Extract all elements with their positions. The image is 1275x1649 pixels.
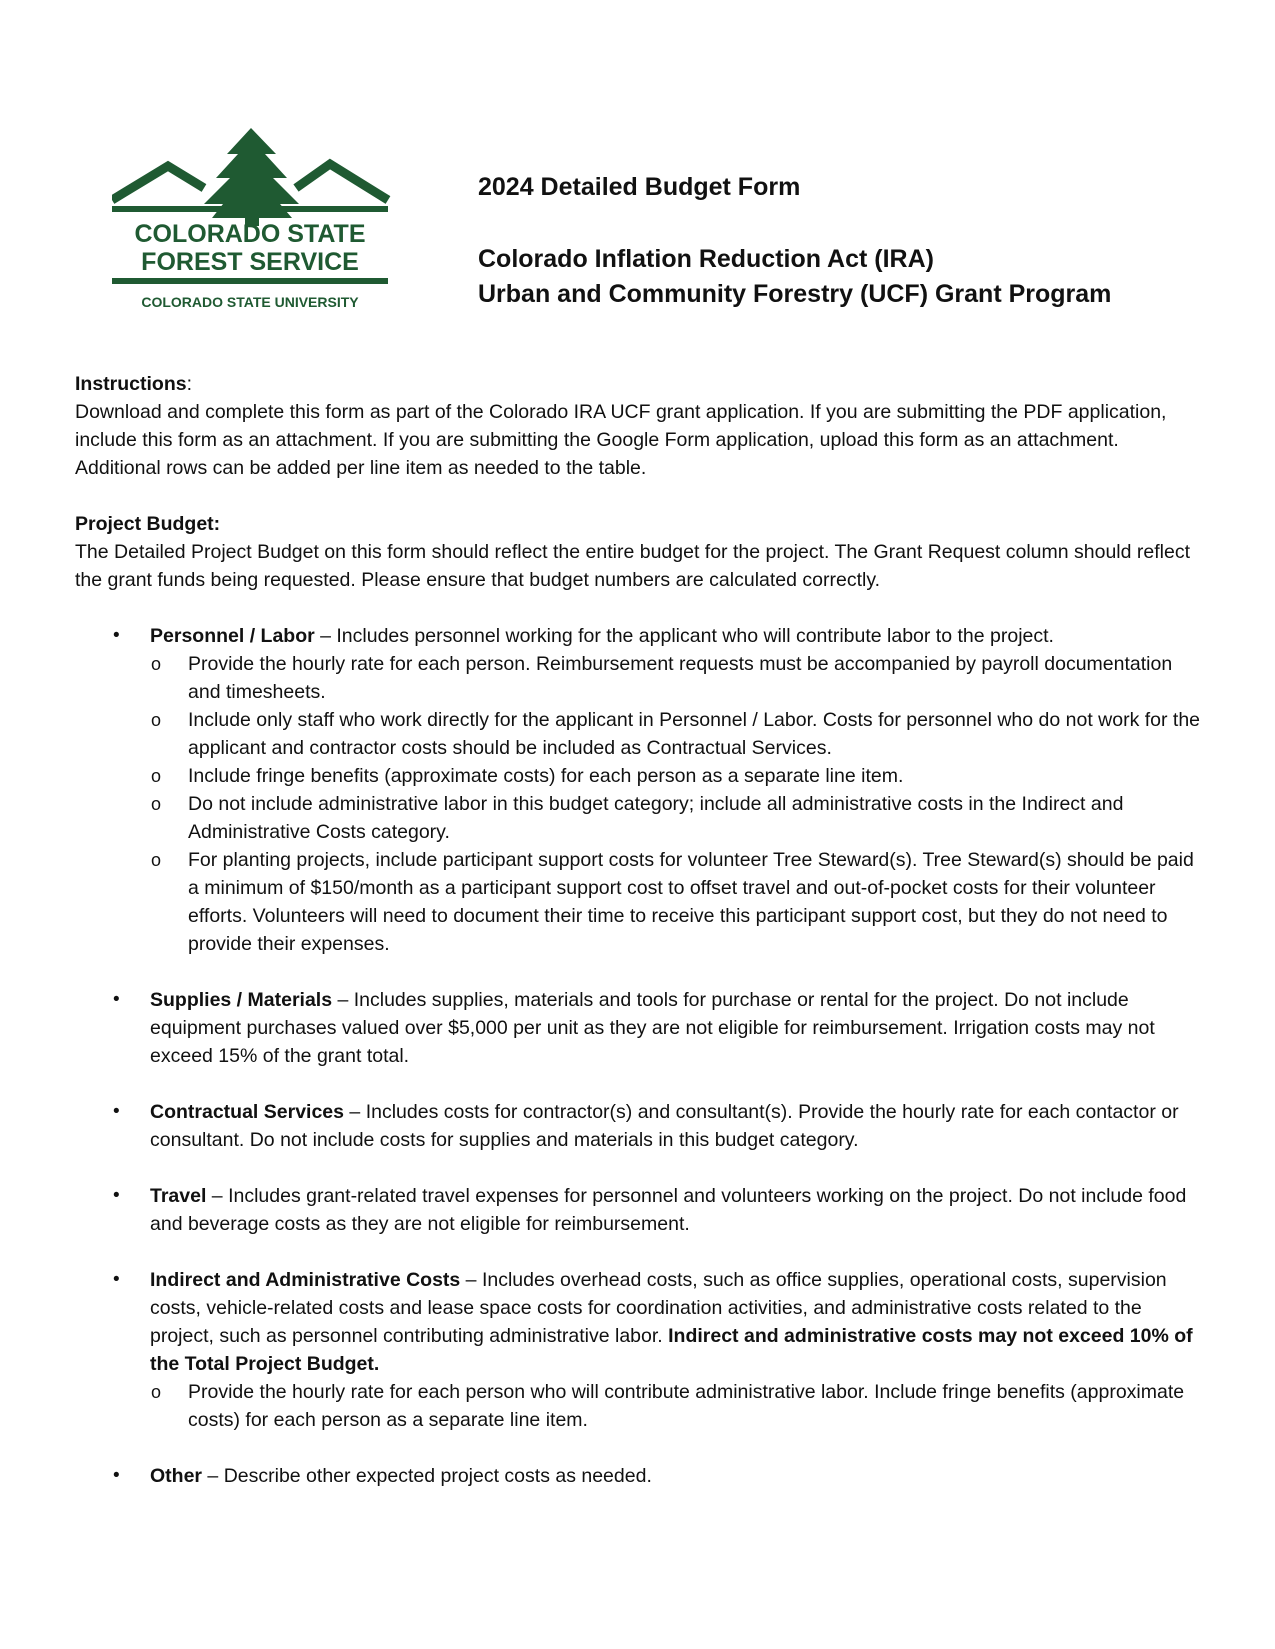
category-desc: – Includes overhead costs, such as office supplies, operational costs, supervision costs, vehicle-related costs and lease space costs for coordination activities, and administrative costs related to the project, such as personnel contributing administrative labor. (150, 1269, 1167, 1347)
sub-item: o Provide the hourly rate for each person. Reimbursement requests must be accompanied by payroll documentation and timesheets. (150, 650, 1205, 706)
program-line-2: Urban and Community Forestry (UCF) Grant Program (478, 280, 1112, 308)
category-desc: – Includes costs for contractor(s) and consultant(s). Provide the hourly rate for each contactor or consultant. Do not include costs for supplies and materials in this budget category. (150, 1101, 1179, 1151)
instructions-heading: Instructions: (75, 373, 193, 395)
csfs-logo (112, 128, 412, 328)
category-name: Supplies / Materials (150, 989, 333, 1011)
category-name: Travel (150, 1185, 207, 1207)
category-desc: – Includes grant-related travel expenses for personnel and volunteers working on the project. Do not include food and beverage costs as they are not eligible for reimbursement. (150, 1185, 1187, 1235)
category-supplies (75, 986, 1205, 1070)
sub-bullet-icon: o (151, 794, 162, 814)
budget-category-list (75, 622, 1205, 1490)
form-body (75, 370, 1205, 1490)
sub-bullet-icon: o (151, 850, 162, 870)
bullet-icon: • (113, 625, 120, 646)
category-indirect (75, 1266, 1205, 1434)
logo-line3: COLORADO STATE UNIVERSITY (141, 294, 359, 310)
program-title (478, 242, 1198, 312)
indirect-sub-list (150, 1378, 1205, 1434)
sub-item: o Include fringe benefits (approximate costs) for each person as a separate line item. (150, 762, 1205, 790)
sub-bullet-icon: o (151, 1382, 162, 1402)
category-name: Contractual Services (150, 1101, 345, 1123)
project-budget-heading: Project Budget: (75, 513, 221, 535)
category-desc: – Includes supplies, materials and tools for purchase or rental for the project. Do not include equipment purchases valued over $5,000 per unit as they are not eligible for reimbursement. Irrigation costs may not exceed 15% of the grant total. (150, 989, 1155, 1067)
instructions-text: Download and complete this form as part of the Colorado IRA UCF grant application. If you are submitting the PDF application, include this form as an attachment. If you are submitting the Google Form application, upload this form as an attachment. Additional rows can be added per line item as needed to the table. (75, 401, 1167, 479)
logo-line2: FOREST SERVICE (141, 248, 359, 276)
bullet-icon: • (113, 1465, 120, 1486)
sub-item: o Do not include administrative labor in this budget category; include all administrative costs in the Indirect and Administrative Costs category. (150, 790, 1205, 846)
indirect-cap-note: Indirect and administrative costs may not exceed 10% of the Total Project Budget. (150, 1325, 1193, 1375)
program-line-1: Colorado Inflation Reduction Act (IRA) (478, 245, 934, 273)
category-name: Other (150, 1465, 203, 1487)
category-name: Personnel / Labor (150, 625, 315, 647)
bullet-icon: • (113, 1269, 120, 1290)
category-personnel (75, 622, 1205, 958)
sub-bullet-icon: o (151, 710, 162, 730)
category-name: Indirect and Administrative Costs (150, 1269, 461, 1291)
category-desc: – Includes personnel working for the applicant who will contribute labor to the project. (314, 625, 1054, 647)
bullet-icon: • (113, 989, 120, 1010)
category-desc: – Describe other expected project costs as needed. (202, 1465, 652, 1487)
category-travel (75, 1182, 1205, 1238)
sub-item: o For planting projects, include participant support costs for volunteer Tree Steward(s). Tree Steward(s) should be paid a minimum of $150/month as a participant support cost to offset travel and out-of-pocket costs for their volunteer efforts. Volunteers will need to document their time to receive this participant support cost, but they do not need to provide their expenses. (150, 846, 1205, 958)
category-contractual (75, 1098, 1205, 1154)
category-other (75, 1462, 1205, 1490)
logo-line1: COLORADO STATE (134, 220, 366, 248)
project-budget-text: The Detailed Project Budget on this form should reflect the entire budget for the project. The Grant Request column should reflect the grant funds being requested. Please ensure that budget numbers are calculated correctly. (75, 541, 1191, 591)
form-header (478, 172, 1198, 312)
personnel-sub-list (150, 650, 1205, 958)
sub-bullet-icon: o (151, 766, 162, 786)
sub-item: o Provide the hourly rate for each person who will contribute administrative labor. Include fringe benefits (approximate costs) for each person as a separate line item. (150, 1378, 1205, 1434)
sub-item: o Include only staff who work directly for the applicant in Personnel / Labor. Costs for personnel who do not work for the applicant and contractor costs should be included as Contractual Services. (150, 706, 1205, 762)
form-title: 2024 Detailed Budget Form (478, 173, 801, 201)
bullet-icon: • (113, 1185, 120, 1206)
bullet-icon: • (113, 1101, 120, 1122)
csfs-logo-graphic (112, 128, 412, 328)
sub-bullet-icon: o (151, 654, 162, 674)
